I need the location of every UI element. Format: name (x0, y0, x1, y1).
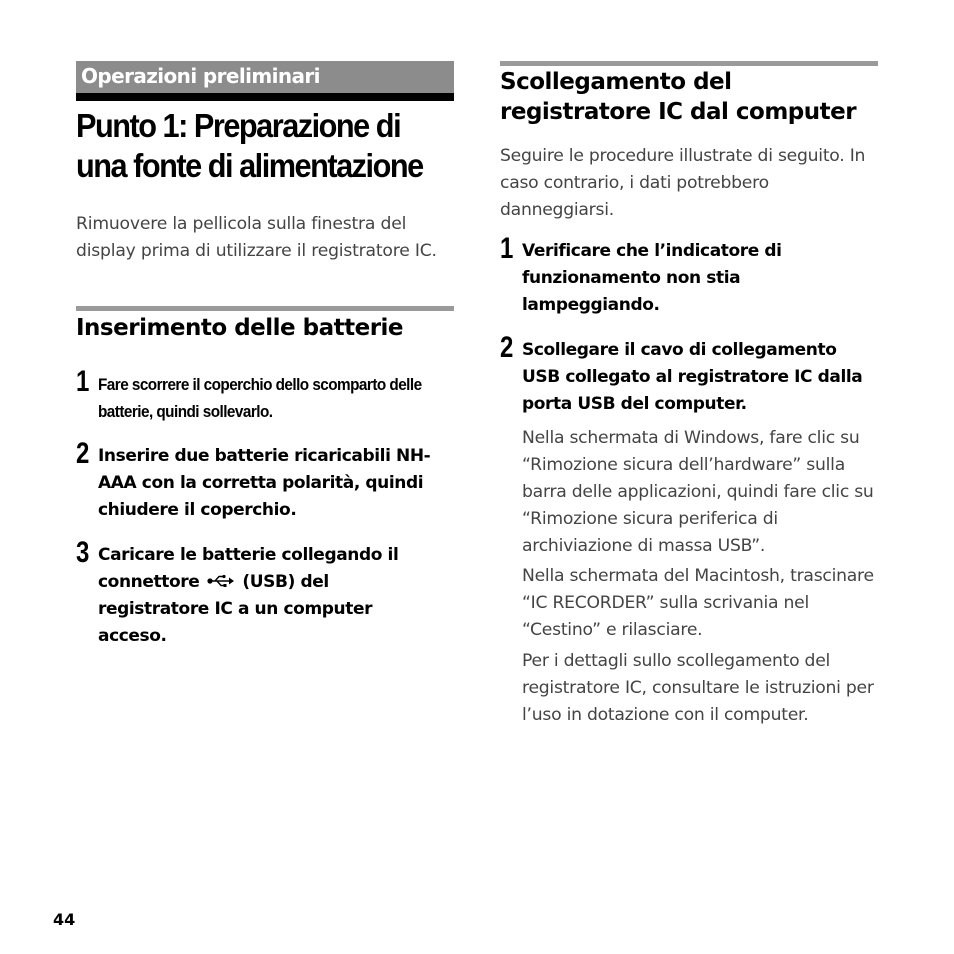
step-text-before: Caricare le batterie collegando il connettore (98, 545, 399, 592)
step-text: Fare scorrere il coperchio dello scomparto delle batterie, quindi sollevarlo. (98, 375, 422, 421)
step-text: Scollegare il cavo di collegamento USB collegato al registratore IC dalla porta USB del computer. (522, 340, 863, 414)
body-paragraph: Nella schermata del Macintosh, trascinare “IC RECORDER” sulla scrivania nel “Cestino” e rilasciare. (522, 566, 874, 640)
section-heading-batteries: Inserimento delle batterie (76, 315, 404, 341)
step-number: 1 (500, 232, 514, 265)
body-paragraph: Nella schermata di Windows, fare clic su “Rimozione sicura dell’hardware” sulla barra delle applicazioni, quindi fare clic su “Rimozione sicura periferica di archiviazione di massa USB”. (522, 428, 874, 556)
page-title-line2: una fonte di alimentazione (76, 147, 423, 184)
section-header-bar (76, 61, 454, 101)
body-paragraph: Per i dettagli sullo scollegamento del registratore IC, consultare le istruzioni per l’uso in dotazione con il computer. (522, 651, 874, 725)
step-number: 3 (76, 536, 90, 569)
section-heading-disconnect (500, 67, 890, 127)
intro-paragraph: Seguire le procedure illustrate di seguito. In caso contrario, i dati potrebbero danneggiarsi. (500, 146, 866, 220)
page-number: 44 (53, 910, 76, 929)
heading-line1: Scollegamento del (500, 69, 732, 95)
step-text: Inserire due batterie ricaricabili NH-AAA con la corretta polarità, quindi chiudere il coperchio. (98, 446, 431, 520)
usb-icon (207, 574, 235, 588)
intro-paragraph: Rimuovere la pellicola sulla finestra del display prima di utilizzare il registratore IC. (76, 214, 437, 261)
step-number: 2 (76, 437, 90, 470)
step-text-after: (USB) del registratore IC a un computer acceso. (98, 572, 373, 646)
step-text (98, 542, 408, 650)
divider-rule (76, 306, 454, 311)
heading-line2: registratore IC dal computer (500, 99, 857, 125)
page-title-line1: Punto 1: Preparazione di (76, 107, 401, 144)
step-text: Verificare che l’indicatore di funzionamento non stia lampeggiando. (522, 241, 782, 315)
section-label: Operazioni preliminari (81, 64, 320, 88)
step-number: 1 (76, 365, 90, 398)
divider-rule (500, 61, 878, 66)
step-number: 2 (500, 331, 514, 364)
page-title (76, 106, 439, 186)
